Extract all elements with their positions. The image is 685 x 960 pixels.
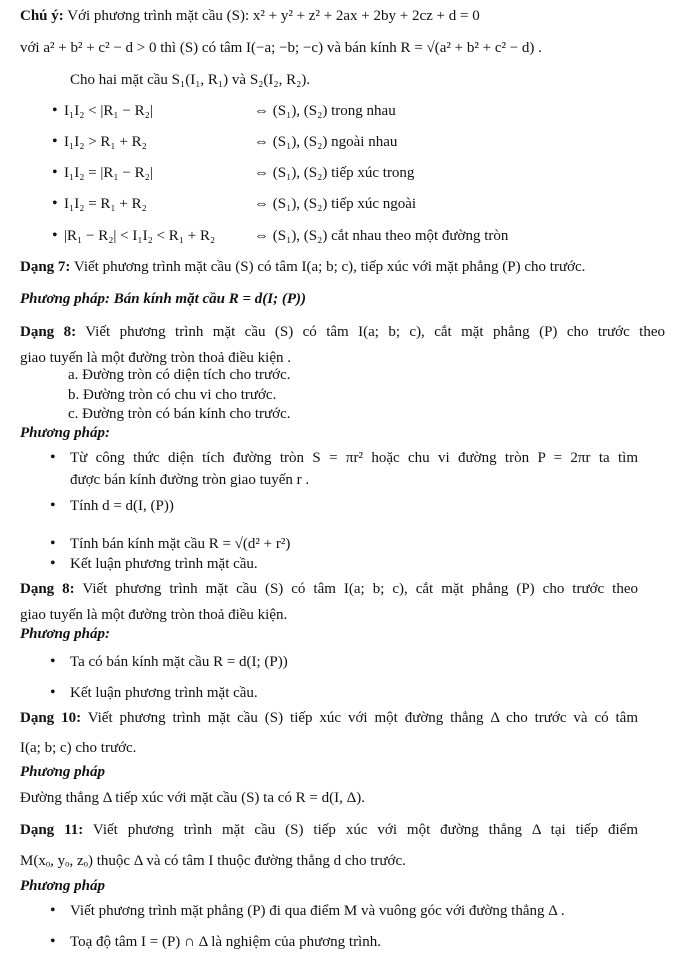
dang10-title-line-1: Dạng 10: Viết phương trình mặt cầu (S) tiếp xúc với một đường thẳng Δ cho trước và có tâm xyxy=(20,710,639,726)
bullet-icon: • xyxy=(50,555,56,572)
dang10-title-line-2: I(a; b; c) cho trước. xyxy=(20,740,137,756)
relation-row: • |R₁ − R₂| < I₁I₂ < R₁ + R₂ ⇔ (S₁), (S₂) cắt nhau theo một đường tròn xyxy=(0,224,685,248)
note-line-2: với a² + b² + c² − d > 0 thì (S) có tâm I(−a; −b; −c) và bán kính R = √(a² + b² + c² − d) . xyxy=(20,40,542,56)
bullet-icon: • xyxy=(52,227,58,244)
section-lead: Dạng 8: xyxy=(20,581,75,597)
dang8b-step: • Ta có bán kính mặt cầu R = d(I; (P)) xyxy=(0,650,685,674)
dang10-text: Đường thẳng Δ tiếp xúc với mặt cầu (S) ta có R = d(I, Δ). xyxy=(20,790,366,806)
bullet-icon: • xyxy=(50,449,56,466)
dang8a-method-label: Phương pháp: xyxy=(20,425,110,441)
dang11-title-line-1: Dạng 11: Viết phương trình mặt cầu (S) tiếp xúc với một đường thẳng Δ tại tiếp điểm xyxy=(20,822,638,838)
dang10-method-label: Phương pháp xyxy=(20,764,105,780)
bullet-icon: • xyxy=(50,933,56,950)
dang8a-option: a. Đường tròn có diện tích cho trước. xyxy=(68,367,291,383)
dang8b-step: • Kết luận phương trình mặt cầu. xyxy=(0,681,685,705)
dang8a-step: • Tính d = d(I, (P)) xyxy=(0,494,685,518)
dang7-method: Phương pháp: Bán kính mặt cầu R = d(I; (P)) xyxy=(20,291,307,307)
dang11-step: • Viết phương trình mặt phẳng (P) đi qua điểm M và vuông góc với đường thẳng Δ . xyxy=(0,899,685,923)
dang8b-method-label: Phương pháp: xyxy=(20,626,110,642)
bullet-icon: • xyxy=(52,133,58,150)
dang8a-step: • Kết luận phương trình mặt cầu. xyxy=(0,552,685,576)
bullet-icon: • xyxy=(52,102,58,119)
note-line-1: Chú ý: Với phương trình mặt cầu (S): x² + y² + z² + 2ax + 2by + 2cz + d = 0 xyxy=(20,8,480,24)
relation-row: • I₁I₂ = |R₁ − R₂| ⇔ (S₁), (S₂) tiếp xúc trong xyxy=(0,161,685,185)
bullet-icon: • xyxy=(52,164,58,181)
relation-row: • I₁I₂ = R₁ + R₂ ⇔ (S₁), (S₂) tiếp xúc ngoài xyxy=(0,192,685,216)
dang11-title-line-2: M(xₒ, yₒ, zₒ) thuộc Δ và có tâm I thuộc đường thẳng d cho trước. xyxy=(20,853,406,869)
section-lead: Dạng 11: xyxy=(20,822,84,838)
bullet-icon: • xyxy=(52,195,58,212)
bullet-icon: • xyxy=(50,497,56,514)
dang8a-title-line-1: Dạng 8: Viết phương trình mặt cầu (S) có tâm I(a; b; c), cắt mặt phẳng (P) cho trước theo xyxy=(20,324,666,340)
dang8a-option: b. Đường tròn có chu vi cho trước. xyxy=(68,387,277,403)
bullet-icon: • xyxy=(50,653,56,670)
section-lead: Dạng 8: xyxy=(20,324,77,340)
dang8a-step-continuation: được bán kính đường tròn giao tuyến r . xyxy=(70,472,310,488)
bullet-icon: • xyxy=(50,684,56,701)
note-line-3: Cho hai mặt cầu S₁(I₁, R₁) và S₂(I₂, R₂). xyxy=(70,72,311,88)
dang8a-title-line-2: giao tuyến là một đường tròn thoả điều kiện . xyxy=(20,350,292,366)
dang7-title: Dạng 7: Viết phương trình mặt cầu (S) có tâm I(a; b; c), tiếp xúc với mặt phẳng (P) cho trước. xyxy=(20,259,586,275)
bullet-icon: • xyxy=(50,535,56,552)
bullet-icon: • xyxy=(50,902,56,919)
dang8b-title-line-1: Dạng 8: Viết phương trình mặt cầu (S) có tâm I(a; b; c), cắt mặt phẳng (P) cho trước theo xyxy=(20,581,639,597)
section-lead: Chú ý: xyxy=(20,8,64,24)
dang11-step: • Toạ độ tâm I = (P) ∩ Δ là nghiệm của phương trình. xyxy=(0,930,685,954)
dang8a-step-text: Từ công thức diện tích đường tròn S = πr² hoặc chu vi đường tròn P = 2πr ta tìm xyxy=(70,450,638,466)
dang8a-option: c. Đường tròn có bán kính cho trước. xyxy=(68,406,291,422)
dang8a-step: • Tính bán kính mặt cầu R = √(d² + r²) xyxy=(0,532,685,556)
dang11-method-label: Phương pháp xyxy=(20,878,105,894)
dang8b-title-line-2: giao tuyến là một đường tròn thoả điều kiện. xyxy=(20,607,288,623)
relation-row: • I₁I₂ < |R₁ − R₂| ⇔ (S₁), (S₂) trong nhau xyxy=(0,99,685,123)
section-lead: Dạng 10: xyxy=(20,710,82,726)
section-lead: Dạng 7: xyxy=(20,259,71,275)
relation-row: • I₁I₂ > R₁ + R₂ ⇔ (S₁), (S₂) ngoài nhau xyxy=(0,130,685,154)
